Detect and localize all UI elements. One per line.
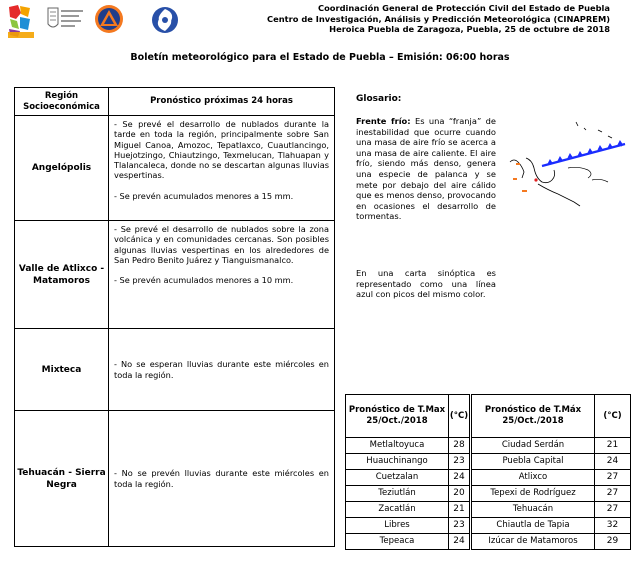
city-name: Huauchinango [346,454,449,470]
forecast-text: - Se prevé el desarrollo de nublados durante la tarde en toda la región, principalmente sobre San Miguel Canoa, Amozoc, Tepatlaxco, Cuautlancingo, Huejotzingo, Chiautzingo, Texmelucan, Tlahuapan y Tlalancaleca, donde no se descartan algunas lluvias vespertinas. [114,119,329,181]
city-name: Libres [346,518,449,534]
header-city-right: Pronóstico de T.Máx 25/Oct./2018 [471,395,595,438]
temperature-value: 28 [449,438,471,454]
table-row [346,502,631,518]
glossary-term: Frente frío: [356,116,411,126]
city-name: Metlaltoyuca [346,438,449,454]
table-row [15,329,335,411]
header-line-3: Heroica Puebla de Zaragoza, Puebla, 25 de octubre de 2018 [329,24,610,34]
table-row [15,411,335,547]
city-name: Ciudad Serdán [471,438,595,454]
temperature-value: 27 [595,470,631,486]
logos [6,2,196,40]
temperature-value: 21 [595,438,631,454]
table-row [15,221,335,329]
region-name: Angelópolis [15,116,109,221]
header-line-2: Centro de Investigación, Análisis y Predicción Meteorológica (CINAPREM) [267,13,610,24]
temperature-value: 27 [595,502,631,518]
city-name: Tepexi de Rodríguez [471,486,595,502]
accumulation-text: - Se prevén acumulados menores a 15 mm. [114,190,294,201]
synoptic-chart-image [508,118,626,208]
forecast-text: - Se prevé el desarrollo de nublados sobre la zona volcánica y en comunidades cercanas. Son posibles algunas lluvias vespertinas en los alrededores de San Pedro Benito Juárez y Tianguismanalco. [114,224,329,265]
forecast-text: - No se prevén lluvias durante este miércoles en toda la región. [114,468,329,489]
region-name: Valle de Atlixco - Matamoros [15,221,109,329]
bulletin-title: Boletín meteorológico para el Estado de Puebla – Emisión: 06:00 horas [130,52,510,63]
header-city-left: Pronóstico de T.Max 25/Oct./2018 [346,395,449,438]
table-row [15,116,335,221]
glossary-note: En una carta sinóptica es representado como una línea azul con picos del mismo color. [356,268,496,300]
city-name: Teziutlán [346,486,449,502]
city-name: Tepeaca [346,534,449,550]
region-forecast [109,329,335,411]
city-name: Chiautla de Tapia [471,518,595,534]
table-row [346,470,631,486]
region-forecast [109,221,335,329]
table-row [346,486,631,502]
table-row [346,518,631,534]
temperature-value: 24 [449,534,471,550]
col-region-header: Región Socioeconómica [15,88,109,116]
temperature-value: 24 [449,470,471,486]
city-name: Cuetzalan [346,470,449,486]
col-forecast-header: Pronóstico próximas 24 horas [109,88,335,116]
temperature-value: 23 [449,454,471,470]
header-line-1: Coordinación General de Protección Civil del Estado de Puebla [318,3,610,13]
region-forecast [109,411,335,547]
city-name: Atlixco [471,470,595,486]
city-name: Zacatlán [346,502,449,518]
glossary-definition [356,116,496,222]
puebla-state-logo-icon [6,3,36,39]
regions-forecast-table [14,87,335,547]
regions-table-header [15,88,335,116]
glossary-title: Glosario: [356,94,402,104]
institution-header [267,3,610,35]
table-row [346,438,631,454]
temperature-value: 24 [595,454,631,470]
glossary-definition-text: Es una “franja” de inestabilidad que ocurre cuando una masa de aire frío se acerca a una masa de aire caliente. El aire frío, siendo más denso, genera una especie de palanca y se mete por debajo del aire cálido que es menos denso, provocando en ocasiones el desarrollo de tormentas. [356,116,496,222]
header-unit-right: (°C) [595,395,631,438]
temperature-value: 23 [449,518,471,534]
city-name: Izúcar de Matamoros [471,534,595,550]
temperature-value: 29 [595,534,631,550]
forecast-text: - No se esperan lluvias durante este miércoles en toda la región. [114,359,329,380]
accumulation-text: - Se prevén acumulados menores a 10 mm. [114,275,294,286]
temperature-value: 32 [595,518,631,534]
cinaprem-logo-icon [151,4,179,38]
temperature-table-header [346,395,631,438]
government-coat-of-arms-icon [46,6,86,36]
proteccion-civil-logo-icon [94,2,124,38]
city-name: Puebla Capital [471,454,595,470]
header-unit-left: (°C) [449,395,471,438]
table-row [346,534,631,550]
temperature-value: 20 [449,486,471,502]
city-name: Tehuacán [471,502,595,518]
region-name: Tehuacán - Sierra Negra [15,411,109,547]
temperature-value: 27 [595,486,631,502]
temperature-value: 21 [449,502,471,518]
table-row [346,454,631,470]
region-forecast [109,116,335,221]
temperature-table [345,394,631,550]
region-name: Mixteca [15,329,109,411]
